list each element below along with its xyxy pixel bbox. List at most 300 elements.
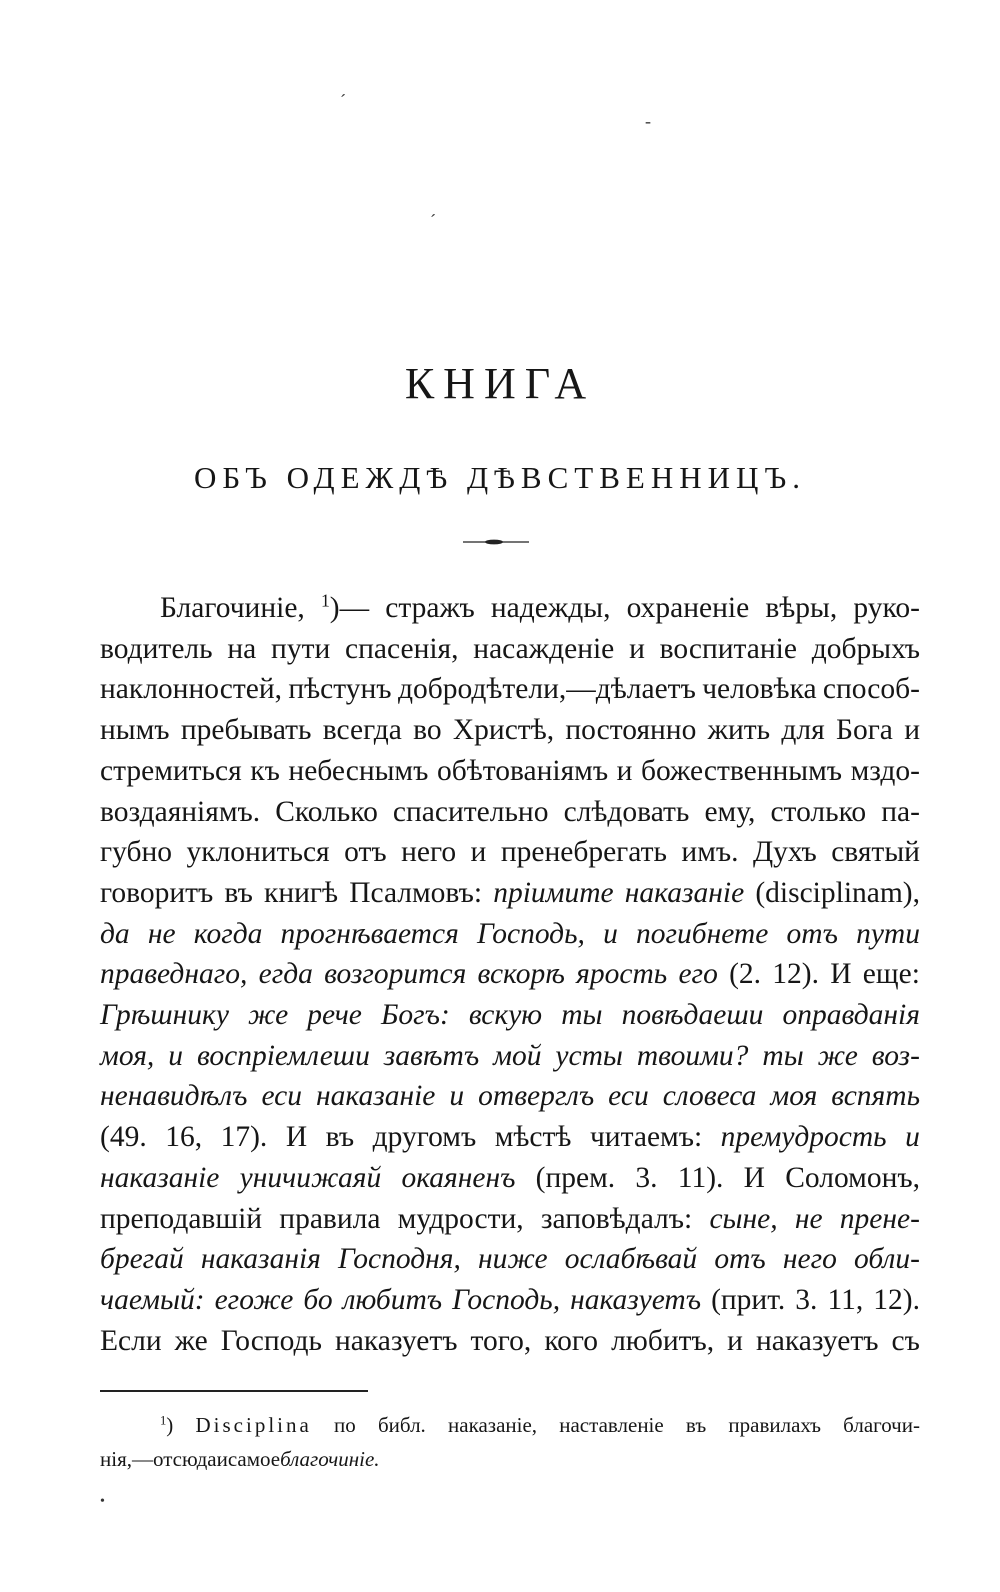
word-part: Господня, <box>338 1243 461 1276</box>
word <box>224 873 252 914</box>
word-part: добродѣтели,—дѣлаетъ <box>397 673 696 706</box>
word <box>321 588 369 629</box>
word <box>240 1158 382 1199</box>
word-part: человѣка <box>702 673 817 706</box>
word-part: Христѣ, <box>452 714 555 747</box>
footnote-line <box>100 1442 920 1476</box>
word-part: окаяненъ <box>401 1161 516 1194</box>
word <box>100 873 213 914</box>
text-line <box>100 954 920 995</box>
text-line <box>100 1076 920 1117</box>
word <box>590 1117 702 1158</box>
word <box>785 1158 920 1199</box>
word-part: наказанія <box>200 1243 321 1276</box>
word <box>100 1280 205 1321</box>
word <box>753 832 817 873</box>
word-part: благочи- <box>843 1413 920 1437</box>
word-part: другомъ <box>372 1121 477 1154</box>
word-part: библ. <box>377 1413 426 1437</box>
word <box>452 1280 560 1321</box>
word-part: по <box>334 1413 356 1437</box>
text-line <box>100 873 920 914</box>
word-part: и <box>727 1324 743 1357</box>
word <box>401 832 456 873</box>
word <box>660 629 797 670</box>
word-part: на <box>227 632 257 665</box>
word <box>316 1076 435 1117</box>
word-part: него <box>401 836 457 869</box>
text-line <box>100 995 920 1036</box>
word <box>168 1036 183 1077</box>
word <box>873 1280 920 1321</box>
word <box>324 954 466 995</box>
word <box>727 1321 743 1362</box>
text-line <box>100 1280 920 1321</box>
word-part: воспріемлеши <box>196 1039 370 1072</box>
word-part: небеснымъ <box>288 754 429 787</box>
word <box>281 914 459 955</box>
word <box>100 832 172 873</box>
word-part: него <box>782 1243 837 1276</box>
word-part: вспять <box>831 1080 920 1113</box>
word <box>714 1239 765 1280</box>
word <box>100 954 247 995</box>
word-part: вскорѣ <box>477 958 565 991</box>
word <box>892 1321 920 1362</box>
word-part: Благочиніе, <box>160 592 305 624</box>
word <box>100 629 213 670</box>
main-text <box>100 588 920 1361</box>
word-part: еси <box>608 1080 649 1113</box>
word-part: любитъ <box>342 1283 443 1316</box>
word <box>843 1408 920 1442</box>
word-part: Богъ: <box>381 999 450 1032</box>
word <box>303 1280 332 1321</box>
text-line <box>100 1239 920 1280</box>
word <box>617 751 633 792</box>
word-part: говоритъ <box>100 876 214 909</box>
word-part: читаемъ: <box>589 1121 703 1154</box>
word-part: Господь, <box>476 917 585 950</box>
text-line <box>100 751 920 792</box>
word <box>491 588 611 629</box>
word <box>477 914 585 955</box>
word-part: пренебрегать <box>500 836 667 869</box>
word <box>175 1321 208 1362</box>
word-part: наказаніе, <box>448 1413 538 1437</box>
word <box>194 914 263 955</box>
word-part: наказаніе <box>624 876 745 909</box>
word <box>100 1076 247 1117</box>
word <box>762 1036 803 1077</box>
word <box>635 1158 657 1199</box>
word <box>711 1280 785 1321</box>
print-speck: • <box>100 1494 105 1509</box>
word-part: губно <box>100 836 173 869</box>
word <box>555 1036 622 1077</box>
word <box>334 1408 356 1442</box>
word-part: еще: <box>862 958 920 991</box>
word <box>288 751 428 792</box>
word-part: же <box>248 999 289 1032</box>
word <box>279 1199 380 1240</box>
word-part: прене- <box>839 1202 920 1235</box>
word <box>627 588 750 629</box>
word-part: Господь <box>220 1324 322 1357</box>
word-part: вскую <box>468 999 543 1032</box>
word-part: наклонностей, <box>100 673 282 706</box>
print-speck: ˊ <box>430 211 436 231</box>
word <box>681 832 738 873</box>
word <box>709 1199 777 1240</box>
word-part: и <box>629 632 645 665</box>
word-part: кого <box>544 1324 599 1357</box>
ornament-divider <box>461 537 531 547</box>
word <box>478 1239 548 1280</box>
word <box>863 954 920 995</box>
word-part: 17). <box>220 1121 268 1154</box>
word-part: заповѣдалъ: <box>540 1202 693 1235</box>
word <box>259 954 313 995</box>
word <box>349 873 482 914</box>
word <box>271 629 330 670</box>
word-part: погибнете <box>636 917 769 950</box>
word-part: усты <box>555 1039 623 1072</box>
word-part: обли- <box>854 1243 920 1276</box>
word <box>678 1158 724 1199</box>
word <box>378 1408 426 1442</box>
word <box>536 1158 616 1199</box>
word-part: мудрости, <box>397 1202 524 1235</box>
word-part: любитъ, <box>611 1324 715 1357</box>
word <box>228 1442 280 1476</box>
word-part: всегда <box>322 714 402 747</box>
word-part: и <box>616 754 633 787</box>
word <box>160 1408 173 1442</box>
word-part: праведнаго, <box>100 958 248 991</box>
text-line <box>100 669 920 710</box>
word <box>565 1239 697 1280</box>
word <box>217 1442 228 1476</box>
word <box>100 1239 184 1280</box>
footnote-marker: 1 <box>320 590 330 611</box>
word-part: 12). <box>873 1283 920 1316</box>
word-part: наказуетъ <box>570 1283 702 1316</box>
word-part: И <box>830 958 852 991</box>
word-part: божественнымъ <box>641 754 843 787</box>
word-part: къ <box>250 754 280 787</box>
word-part: завѣтъ <box>383 1039 480 1072</box>
word <box>755 873 920 914</box>
book-subtitle: ОБЪ ОДЕЖДѢ ДѢВСТВЕННИЦЪ. <box>193 460 807 495</box>
word-part: 16, <box>165 1121 203 1154</box>
word-part: вѣры, <box>765 592 838 624</box>
word-part: отъ <box>786 917 838 950</box>
word-part: съ <box>891 1324 920 1357</box>
word <box>160 588 305 629</box>
word <box>100 792 260 833</box>
word-part: еси <box>261 1080 303 1113</box>
word-part: мой <box>493 1039 542 1072</box>
text-line <box>100 1117 920 1158</box>
word-part: и <box>449 1080 465 1113</box>
word-part: надежды, <box>490 592 611 624</box>
word-part: Грѣшнику <box>100 999 229 1032</box>
word-part: да <box>100 917 130 950</box>
word-part: ты <box>561 999 603 1032</box>
word-part: моя, <box>100 1039 155 1072</box>
word-part: моя <box>770 1080 818 1113</box>
word <box>795 1280 817 1321</box>
word <box>721 1117 887 1158</box>
word-part: и <box>168 1039 183 1072</box>
word-part: и <box>470 836 487 869</box>
word-part: и <box>904 714 920 747</box>
word-part: мѣстѣ <box>494 1121 572 1154</box>
word-part: ниже <box>478 1243 548 1276</box>
word <box>576 954 667 995</box>
word-part: же <box>174 1324 208 1357</box>
word <box>570 1280 701 1321</box>
word-part: правила <box>279 1202 381 1235</box>
word <box>215 1280 294 1321</box>
word-part: когда <box>193 917 263 950</box>
word-part: отъ <box>714 1243 766 1276</box>
text-line <box>100 1321 920 1362</box>
word <box>201 1239 321 1280</box>
print-speck: - <box>645 111 651 131</box>
word-part: наказуетъ <box>756 1324 879 1357</box>
word <box>831 832 920 873</box>
word-part: егоже <box>214 1283 294 1316</box>
footnote-line <box>100 1408 920 1442</box>
word-part: наказаніе <box>100 1161 220 1194</box>
word <box>384 1036 479 1077</box>
word <box>345 629 458 670</box>
word-part: стремиться <box>100 754 242 787</box>
word <box>851 751 920 792</box>
word <box>728 1408 821 1442</box>
word-part: не <box>147 917 176 950</box>
word-part: пребывать <box>180 714 312 747</box>
word <box>100 710 170 751</box>
word <box>264 873 338 914</box>
word-part: книгѣ <box>264 876 339 909</box>
word-part: самое <box>227 1447 281 1471</box>
word <box>611 1321 714 1362</box>
word <box>818 1036 858 1077</box>
word-part: во <box>413 714 442 747</box>
word <box>100 995 229 1036</box>
word-part: чаемый: <box>100 1283 205 1316</box>
word-part: способ- <box>822 673 920 706</box>
word <box>100 1117 147 1158</box>
word <box>564 792 690 833</box>
word-part: ненавидѣлъ <box>100 1080 248 1113</box>
word-part: и <box>603 917 618 950</box>
word-part: въ <box>325 1121 355 1154</box>
word <box>221 1117 268 1158</box>
word-part: 3. <box>795 1283 818 1316</box>
word <box>905 1117 920 1158</box>
word <box>827 1280 863 1321</box>
word <box>493 873 613 914</box>
word-part: насажденіе <box>473 632 615 665</box>
word-part: брегай <box>100 1243 184 1276</box>
word-part: пути <box>271 632 331 665</box>
word <box>765 588 837 629</box>
word <box>904 710 920 751</box>
word-part: столько <box>770 795 867 828</box>
word <box>393 792 549 833</box>
word-part: ярость <box>576 958 668 991</box>
word-part: Disciplina <box>195 1413 312 1437</box>
word <box>603 914 618 955</box>
text-line <box>100 914 920 955</box>
word-part: пѣстунъ <box>288 673 392 706</box>
word <box>413 710 441 751</box>
word <box>854 1239 920 1280</box>
word <box>373 1117 477 1158</box>
word <box>702 669 816 710</box>
word-part: для <box>781 714 825 747</box>
word-part: 11). <box>677 1161 724 1194</box>
word <box>622 995 764 1036</box>
word <box>448 1408 537 1442</box>
word-part: отверглъ <box>478 1080 595 1113</box>
word-part: Господь, <box>452 1283 561 1316</box>
word <box>471 1321 532 1362</box>
word <box>830 954 851 995</box>
word-part: (2. <box>729 958 762 991</box>
word <box>853 588 920 629</box>
word <box>100 1442 217 1476</box>
word-part: нымъ <box>100 714 170 747</box>
word-part: Духъ <box>752 836 817 869</box>
word <box>326 1117 354 1158</box>
word <box>770 792 866 833</box>
word <box>636 914 768 955</box>
word-part: возгорится <box>324 958 467 991</box>
word <box>398 669 696 710</box>
word <box>449 1076 464 1117</box>
word-part: )— <box>329 592 370 624</box>
text-line <box>100 1158 920 1199</box>
word <box>453 710 554 751</box>
word-part: прогнѣвается <box>280 917 459 950</box>
word-part: воз- <box>871 1039 920 1072</box>
word-part: въ <box>685 1413 707 1437</box>
word <box>307 995 362 1036</box>
word-part: святый <box>831 836 920 869</box>
word <box>338 1239 461 1280</box>
word <box>637 1036 749 1077</box>
word <box>280 1442 379 1476</box>
word <box>561 995 602 1036</box>
word <box>100 1199 262 1240</box>
word <box>196 1408 312 1442</box>
word <box>541 1199 692 1240</box>
word <box>608 1076 649 1117</box>
word <box>469 995 542 1036</box>
word-part: преподавшій <box>100 1202 263 1235</box>
word-part: и <box>905 1121 920 1154</box>
word <box>473 629 614 670</box>
word-part: уничижаяй <box>239 1161 382 1194</box>
word-part: рече <box>307 999 362 1032</box>
word <box>501 832 667 873</box>
word <box>565 710 696 751</box>
word-part: жить <box>707 714 771 747</box>
word-part: наставленіе <box>559 1413 664 1437</box>
word-part: пріимите <box>493 876 614 909</box>
text-line <box>100 792 920 833</box>
word-part: оправданія <box>782 999 920 1032</box>
word-part: обѣтованіямъ <box>436 754 609 787</box>
book-title: КНИГА <box>404 359 596 408</box>
word <box>781 710 824 751</box>
word-part: спасительно <box>392 795 549 828</box>
word <box>343 1280 442 1321</box>
text-line <box>100 710 920 751</box>
word-part: же <box>817 1039 858 1072</box>
word <box>148 914 176 955</box>
word-part: того, <box>470 1324 532 1357</box>
word <box>823 669 920 710</box>
word <box>398 1199 524 1240</box>
word-part: благочиніе. <box>280 1447 380 1471</box>
word <box>100 1158 219 1199</box>
word-part: И <box>743 1161 765 1194</box>
word-part: Если <box>100 1324 162 1357</box>
word <box>261 1076 302 1117</box>
word-part: отъ <box>344 836 387 869</box>
word-part: имъ. <box>681 836 739 869</box>
word-part: ослабѣвай <box>564 1243 698 1276</box>
text-line <box>100 588 920 629</box>
print-speck: ˊ <box>340 91 346 111</box>
word <box>100 751 242 792</box>
word-part: Сколько <box>275 795 378 828</box>
word <box>729 954 761 995</box>
word-part: постоянно <box>565 714 697 747</box>
text-line <box>100 1199 920 1240</box>
word <box>787 914 838 955</box>
word-part: 3. <box>635 1161 658 1194</box>
word <box>323 710 402 751</box>
word-part: па- <box>881 795 920 828</box>
word <box>286 1117 307 1158</box>
word <box>678 954 717 995</box>
word <box>704 792 755 833</box>
word-part: не <box>794 1202 823 1235</box>
word <box>221 1321 322 1362</box>
word-part: наказуетъ <box>335 1324 458 1357</box>
word-part: въ <box>224 876 253 909</box>
word-part: воспитаніе <box>659 632 797 665</box>
word <box>250 751 280 792</box>
word <box>335 1321 458 1362</box>
word <box>478 1076 594 1117</box>
word <box>344 832 387 873</box>
word <box>495 1117 572 1158</box>
word <box>100 1036 154 1077</box>
word-part: добрыхъ <box>811 632 920 665</box>
word <box>248 995 288 1036</box>
word-part: словеса <box>662 1080 757 1113</box>
word-part: бо <box>303 1283 333 1316</box>
word <box>641 751 842 792</box>
